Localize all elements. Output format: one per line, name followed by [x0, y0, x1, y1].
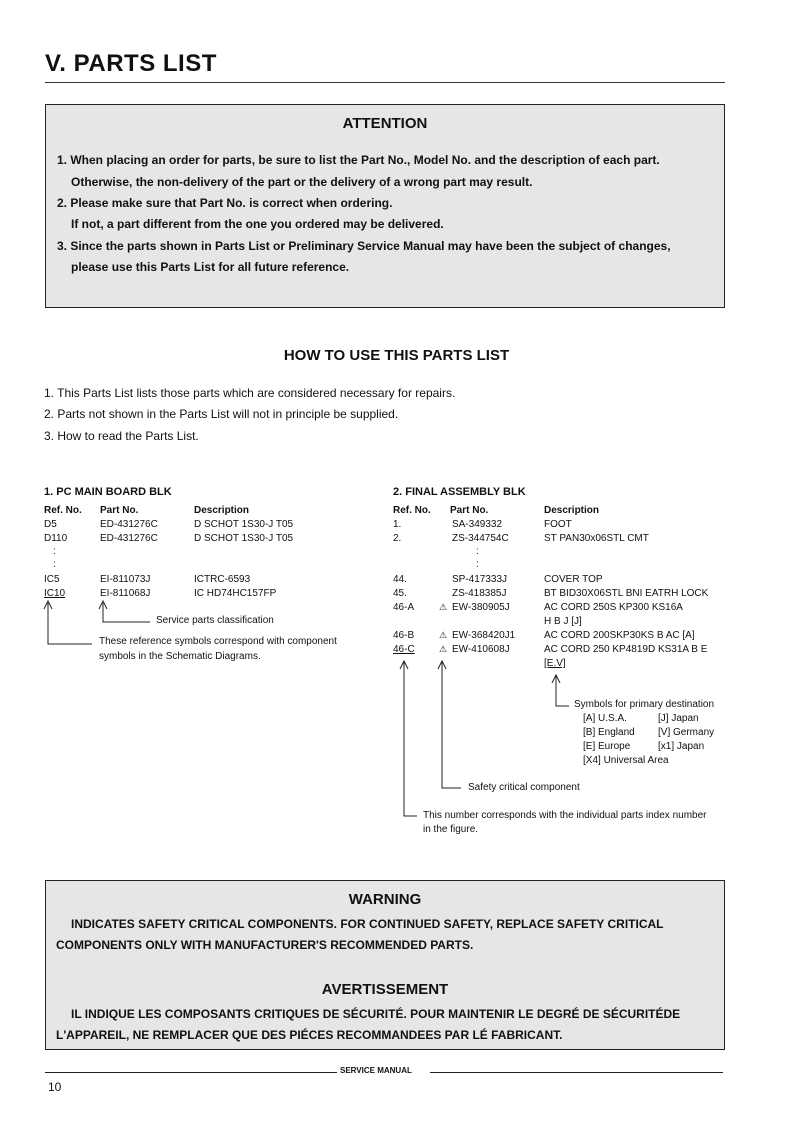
final-assembly-ref: 46-B: [393, 630, 415, 641]
page-number: 10: [48, 1080, 62, 1094]
final-assembly-ref: 46-C: [393, 644, 415, 655]
final-assembly-continuation: :: [476, 546, 479, 557]
footer-label: SERVICE MANUAL: [340, 1066, 412, 1075]
final-assembly-desc: AC CORD 250 KP4819D KS31A B E: [544, 644, 708, 655]
final-assembly-part: EW-368420J1: [452, 630, 516, 641]
footer-rule-right: [430, 1072, 723, 1073]
attention-line: 2. Please make sure that Part No. is correct when ordering.: [57, 196, 393, 210]
symbol-entry: [x1] Japan: [658, 741, 705, 752]
ref-symbol-note: symbols in the Schematic Diagrams.: [99, 651, 261, 662]
pc-board-desc: D SCHOT 1S30-J T05: [194, 533, 294, 544]
howto-step: 2. Parts not shown in the Parts List will not in principle be supplied.: [44, 407, 399, 421]
safety-critical-note: Safety critical component: [468, 782, 580, 793]
pc-board-col-ref: Ref. No.: [44, 505, 82, 516]
final-assembly-ref: 44.: [393, 574, 407, 585]
final-assembly-desc: H B J [J]: [544, 616, 582, 627]
page-title: V. PARTS LIST: [45, 50, 217, 77]
pc-board-continuation: :: [53, 546, 56, 557]
final-assembly-part: ZS-344754C: [452, 533, 509, 544]
pc-board-ref: IC10: [44, 588, 66, 599]
attention-line: 1. When placing an order for parts, be sure to list the Part No., Model No. and the description of each part.: [57, 153, 660, 167]
warning-line: INDICATES SAFETY CRITICAL COMPONENTS. FOR CONTINUED SAFETY, REPLACE SAFETY CRITICAL: [71, 917, 664, 931]
pc-board-part: ED-431276C: [100, 519, 158, 530]
final-assembly-part: ZS-418385J: [452, 588, 507, 599]
pc-board-ref: D110: [44, 533, 68, 544]
final-assembly-part: EW-380905J: [452, 602, 510, 613]
safety-pointer: [442, 661, 461, 788]
final-assembly-col-part: Part No.: [450, 505, 489, 516]
index-number-note: in the figure.: [423, 824, 479, 835]
warning-line: COMPONENTS ONLY WITH MANUFACTURER'S RECOMMENDED PARTS.: [56, 938, 474, 952]
final-assembly-heading: 2. FINAL ASSEMBLY BLK: [393, 486, 526, 498]
symbol-entry: [X4] Universal Area: [583, 755, 669, 766]
pc-board-desc: ICTRC-6593: [194, 574, 251, 585]
attention-line: If not, a part different from the one you ordered may be delivered.: [71, 217, 444, 231]
howto-step: 1. This Parts List lists those parts which are considered necessary for repairs.: [44, 386, 456, 400]
symbol-entry: [E] Europe: [583, 741, 631, 752]
pc-board-desc: IC HD74HC157FP: [194, 588, 277, 599]
pc-board-col-desc: Description: [194, 505, 250, 516]
pc-board-desc: D SCHOT 1S30-J T05: [194, 519, 294, 530]
final-assembly-part: SA-349332: [452, 519, 503, 530]
final-assembly-part: EW-410608J: [452, 644, 510, 655]
safety-warning-icon: ⚠: [439, 602, 448, 612]
warning-heading: WARNING: [348, 891, 422, 908]
warning-box: [45, 880, 725, 1050]
footer-rule-left: [45, 1072, 337, 1073]
attention-line: please use this Parts List for all future reference.: [71, 260, 350, 274]
safety-warning-icon: ⚠: [439, 644, 448, 654]
index-number-note: This number corresponds with the individual parts index number: [423, 810, 707, 821]
final-assembly-desc: FOOT: [544, 519, 572, 530]
ref-symbol-note: These reference symbols correspond with component: [99, 636, 337, 647]
pc-board-part: EI-811068J: [100, 588, 151, 599]
symbol-entry: [A] U.S.A.: [583, 713, 627, 724]
part-class-pointer: [103, 603, 150, 622]
attention-line: 3. Since the parts shown in Parts List or Preliminary Service Manual may have been the subject of changes,: [57, 239, 671, 253]
index-pointer: [404, 661, 417, 816]
pc-board-continuation: :: [53, 559, 56, 570]
symbols-title: Symbols for primary destination: [574, 699, 715, 710]
avertissement-line: IL INDIQUE LES COMPOSANTS CRITIQUES DE SÉCURITÉ. POUR MAINTENIR LE DEGRÉ DE SÉCURITÉDE: [71, 1007, 681, 1021]
pc-board-ref: D5: [44, 519, 57, 530]
final-assembly-col-ref: Ref. No.: [393, 505, 431, 516]
final-assembly-desc: BT BID30X06STL BNI EATRH LOCK: [544, 588, 709, 599]
destination-code: [E.V]: [544, 658, 566, 669]
pc-board-part: ED-431276C: [100, 533, 158, 544]
avertissement-line: L'APPAREIL, NE REMPLACER QUE DES PIÉCES RECOMMANDEES PAR LÉ FABRICANT.: [56, 1028, 563, 1042]
howto-title: HOW TO USE THIS PARTS LIST: [283, 347, 510, 364]
final-assembly-desc: ST PAN30x06STL CMT: [544, 533, 649, 544]
safety-warning-icon: ⚠: [439, 630, 448, 640]
symbol-entry: [V] Germany: [658, 727, 715, 738]
final-assembly-ref: 1.: [393, 519, 402, 530]
final-assembly-ref: 45.: [393, 588, 407, 599]
pc-board-ref: IC5: [44, 574, 60, 585]
final-assembly-continuation: :: [476, 559, 479, 570]
final-assembly-col-desc: Description: [544, 505, 600, 516]
service-class-note: Service parts classification: [156, 615, 274, 626]
pc-board-col-part: Part No.: [100, 505, 139, 516]
final-assembly-desc: COVER TOP: [544, 574, 603, 585]
symbol-entry: [B] England: [583, 727, 635, 738]
pc-board-heading: 1. PC MAIN BOARD BLK: [44, 486, 172, 498]
howto-step: 3. How to read the Parts List.: [44, 429, 199, 443]
avertissement-heading: AVERTISSEMENT: [321, 981, 449, 998]
attention-line: Otherwise, the non-delivery of the part or the delivery of a wrong part may result.: [71, 175, 533, 189]
final-assembly-desc: AC CORD 200SKP30KS B AC [A]: [544, 630, 695, 641]
final-assembly-part: SP-417333J: [452, 574, 508, 585]
final-assembly-ref: 46-A: [393, 602, 415, 613]
attention-heading: ATTENTION: [342, 115, 428, 132]
final-assembly-desc: AC CORD 250S KP300 KS16A: [544, 602, 683, 613]
symbol-entry: [J] Japan: [658, 713, 699, 724]
ref-symbol-pointer: [48, 603, 92, 644]
pc-board-part: EI-811073J: [100, 574, 151, 585]
final-assembly-ref: 2.: [393, 533, 402, 544]
